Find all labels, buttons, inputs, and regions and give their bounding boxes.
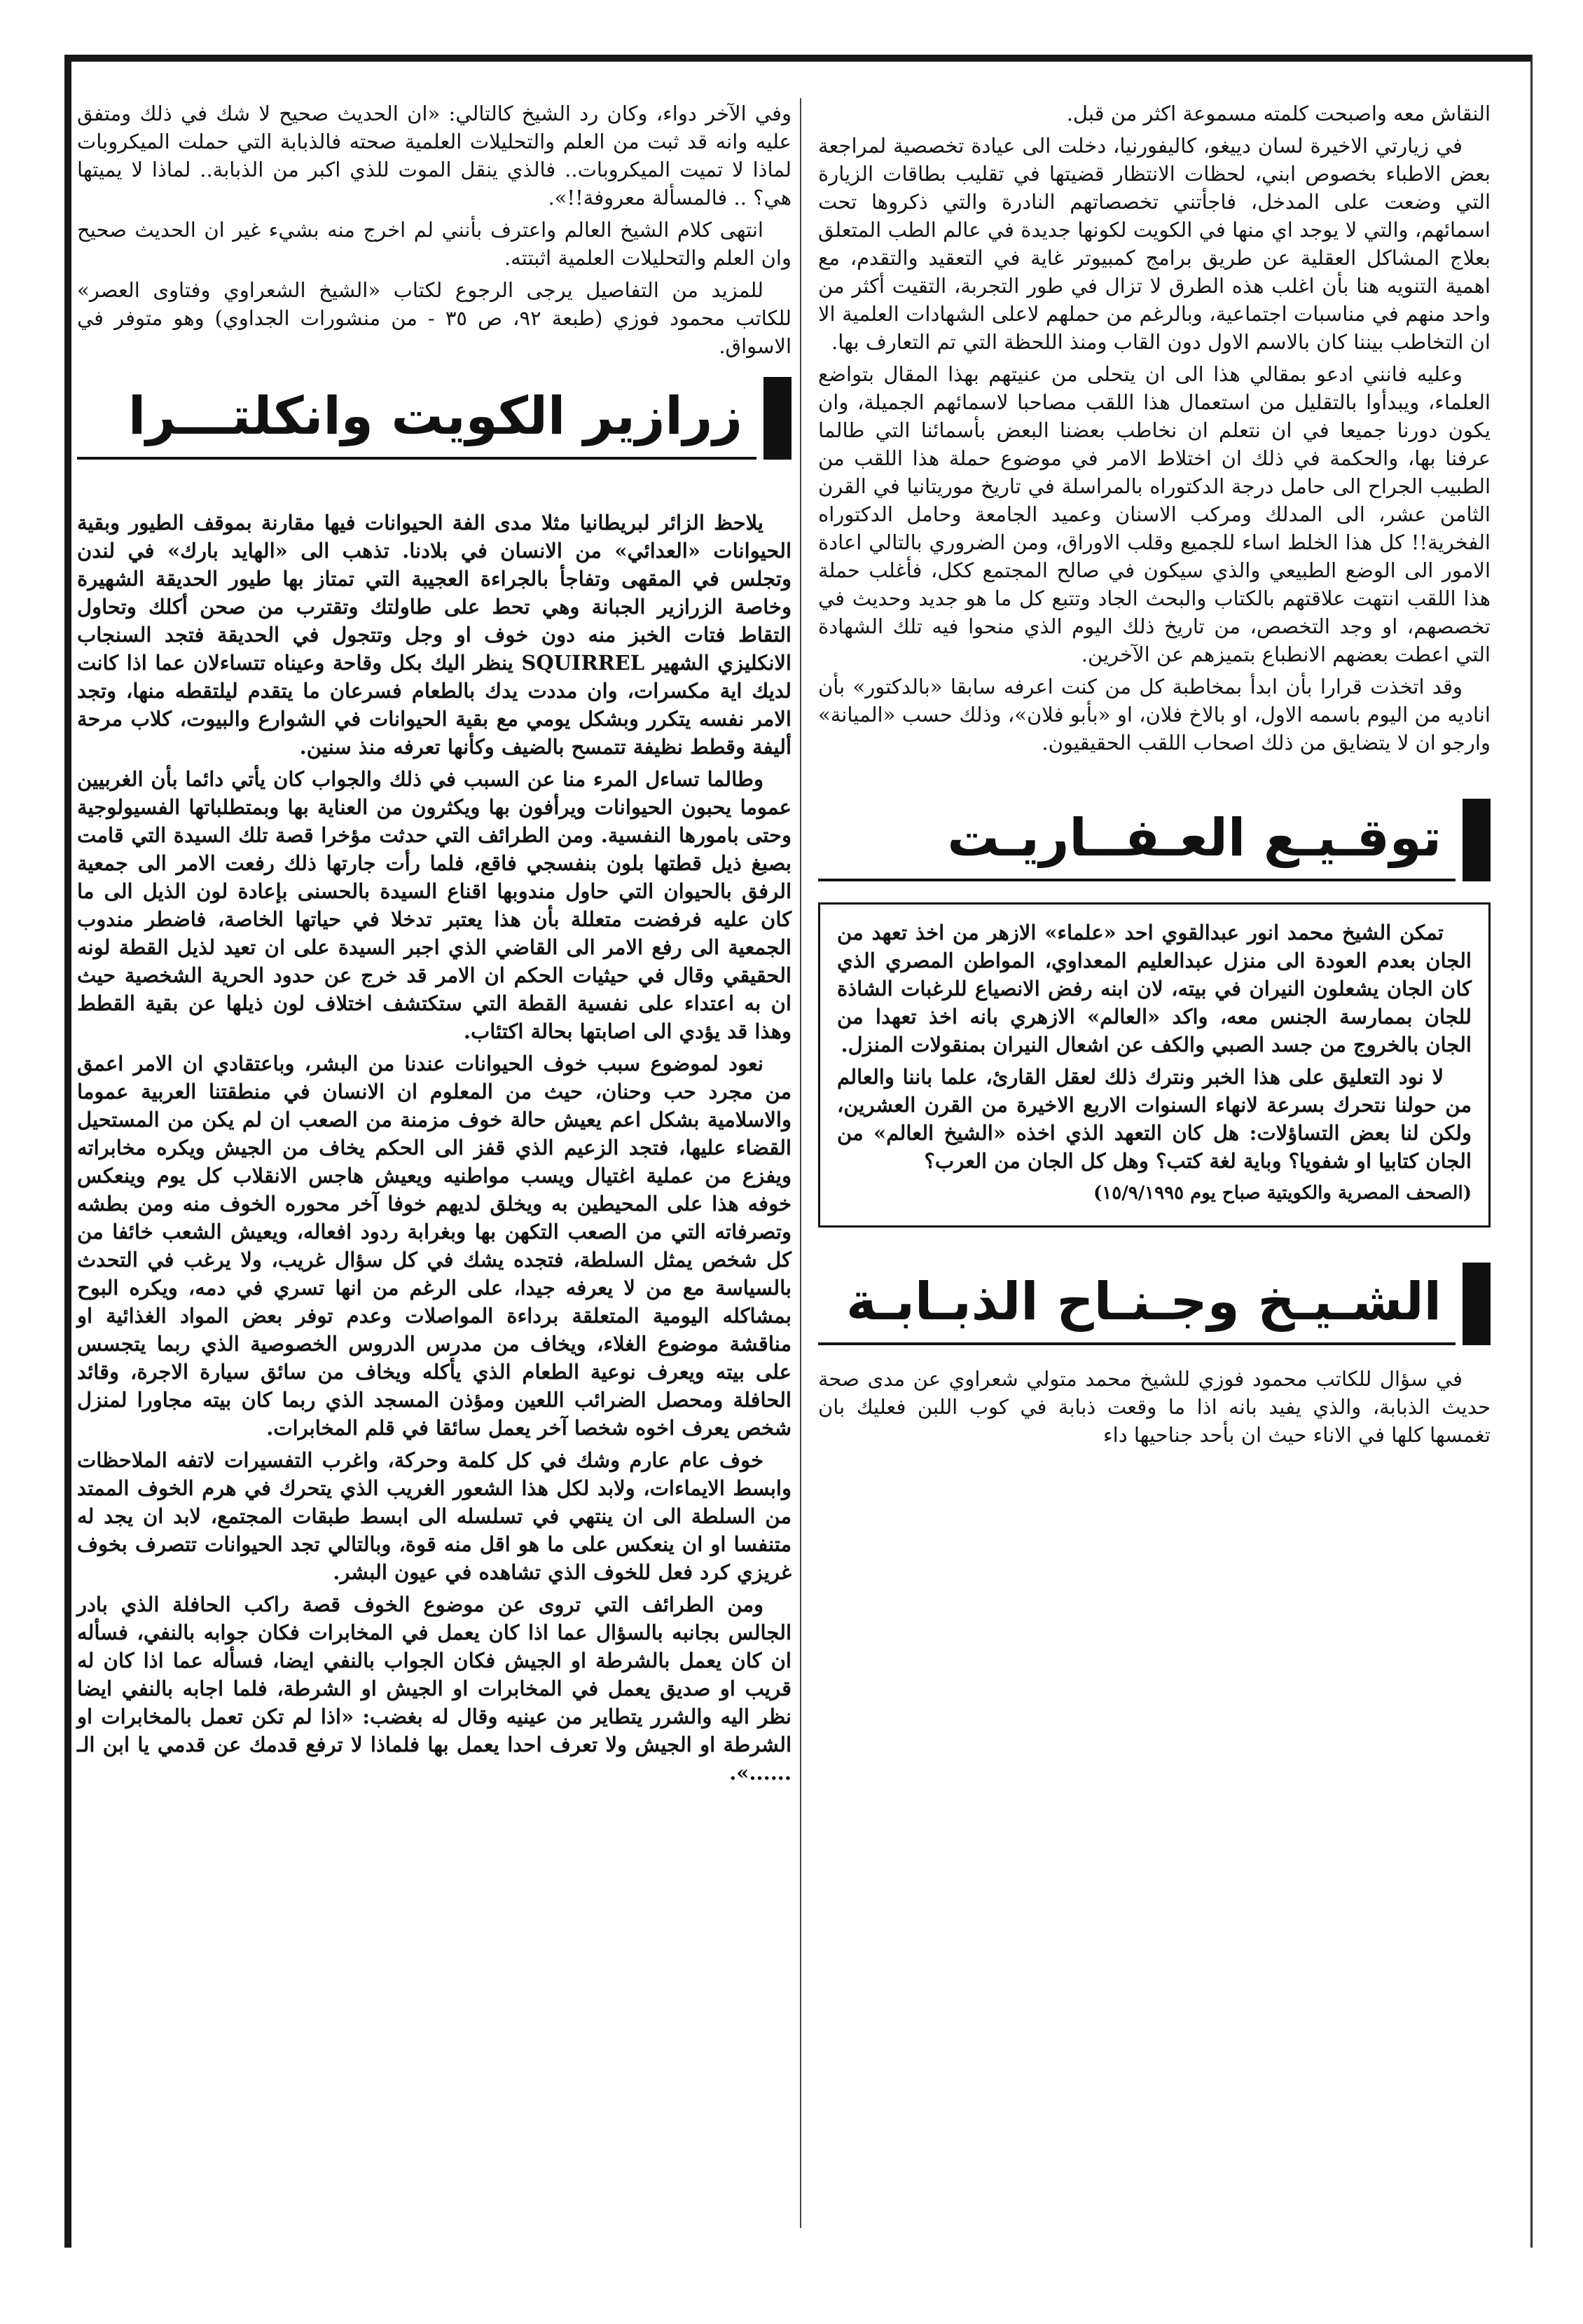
section-title: زرازير الكويت وانكلتـــرا (127, 386, 742, 446)
paragraph: تمكن الشيخ محمد انور عبدالقوي احد «علماء» الازهر من اخذ تعهد من الجان بعدم العودة الى منزل عبدالعليم المعداوي، المواطن المصري الذي كان الجان يشعلون النيران في بيته، لان ابنه رفض الانصياع للرغبات الشاذة للجان بممارسة الجنس معه، واكد «العالم» الازهري بانه اخذ تعهدا من الجان بالخروج من جسد الصبي والكف عن اشعال النيران بمنقولات المنزل. (837, 921, 1472, 1057)
paragraph: وقد اتخذت قرارا بأن ابدأ بمخاطبة كل من كنت اعرفه سابقا «بالدكتور» بأن اناديه من اليوم باسمه الاول، او بالاخ فلان، او «بأبو فلان»، وذلك حسب «الميانة» وارجو ان لا يتضايق من ذلك اصحاب اللقب الحقيقيون. (818, 675, 1491, 755)
section-text (77, 509, 791, 1787)
paragraph: للمزيد من التفاصيل يرجى الرجوع لكتاب «الشيخ الشعراوي وفتاوى العصر» للكاتب محمود فوزي (طبعة ٩٢، ص ٣٥ - من منشورات الجداوي) وهو متوفر في الاسواق. (77, 278, 791, 358)
paragraph: وفي الآخر دواء، وكان رد الشيخ كالتالي: «ان الحديث صحيح لا شك في ذلك ومتفق عليه وانه قد ثبت من العلم والتحليلات العلمية صحته فالذبابة التي حملت الميكروبات لماذا لا تميت الميكروبات.. فالذي ينقل الموت للذي اكبر من الذبابة.. لماذا لا يميتها هي؟ .. فالمسألة معروفة!!». (77, 102, 791, 209)
left-column (77, 99, 791, 1791)
section-title: الشـيـخ وجـنـاح الذبـابـة (845, 1272, 1442, 1332)
section-headline (818, 799, 1491, 881)
paragraph: وطالما تساءل المرء منا عن السبب في ذلك والجواب كان يأتي دائما بأن الغربيين عموما يحبون الحيوانات ويرأفون بها ويكثرون من العناية بها وبمتطلباتها الفسيولوجية وحتى بامورها النفسية. ومن الطرائف التي حدثت مؤخرا قصة تلك السيدة التي قامت بصبغ ذيل قطتها بلون بنفسجي فاقع، فلما رأت جارتها ذلك رفعت الامر الى جمعية الرفق بالحيوان التي حاول مندوبها اقناع السيدة بالحسنى بإعادة لون الذيل الى ما كان عليه فرفضت متعللة بأن هذا يعتبر تدخلا في حياتها الخاصة، فاضطر مندوب الجمعية الى رفع الامر الى القاضي الذي اجبر السيدة على ان تعيد لذيل القطة لونه الحقيقي وقال في حيثيات الحكم ان الامر قد خرج عن حدود الحرية الشخصية حيث ان به اعتداء على نفسية القطة التي ستكتشف اختلاف لون ذيلها عن بقية القطط وهذا قد يؤدي الى اصابتها بحالة اكتئاب. (77, 767, 791, 1043)
paragraph: وعليه فانني ادعو بمقالي هذا الى ان يتحلى من عنيتهم بهذا المقال بتواضع العلماء، ويبدأوا بالتقليل من استعمال هذا اللقب مصاحبا لاسمائهم الجميلة، وان يكون دورنا جميعا في ان نتعلم ان نخاطب بعضنا البعض بأسمائنا التي طالما عرفنا بها، والحكمة في ذلك ان اختلاط الامر في موضوع حملة هذا اللقب من الطبيب الجراح الى حامل درجة الدكتوراه بالمراسلة في تاريخ موريتانيا في القرن الثامن عشر، الى المدلك ومركب الاسنان وعميد الجامعة وحامل الدكتوراه الفخرية!! كل هذا الخلط اساء للجميع وقلب الاوراق، ومن الضروري بالتالي اعادة الامور الى الوضع الطبيعي والذي سيكون في صالح المجتمع ككل، فأغلب حملة هذا اللقب انتهت علاقتهم بالكتاب والبحث الجاد وتتبع كل ما هو جديد وحديث في تخصصهم، او وجد التخصص، من تاريخ ذلك اليوم الذي منحوا فيه تلك الشهادة التي اعطت بعضهم الانطباع بتميزهم عن الآخرين. (818, 362, 1491, 666)
paragraph: انتهى كلام الشيخ العالم واعترف بأنني لم اخرج منه بشيء غير ان الحديث صحيح وان العلم والتحليلات العلمية اثبتته. (77, 218, 791, 270)
right-column (818, 99, 1491, 1453)
headline-bar (763, 377, 791, 460)
section-headline (77, 377, 791, 460)
paragraph: ومن الطرائف التي تروى عن موضوع الخوف قصة راكب الحافلة الذي بادر الجالس بجانبه بالسؤال عما اذا كان يعمل في المخابرات فكان جوابه بالنفي، فسأله ان كان يعمل بالشرطة او الجيش فكان الجواب بالنفي ايضا، فسأله عما اذا كان له قريب او صديق يعمل في المخابرات او الجيش او الشرطة، فلما اجابه بالنفي ايضا نظر اليه والشرر يتطاير من عينيه وقال له بغضب: «اذا لم تكن تعمل بالمخابرات او الشرطة او الجيش ولا تعرف احدا يعمل بها فلماذا لا ترفع قدمك عن قدمي يا ابن الـ ......». (77, 1593, 791, 1785)
paragraph: خوف عام عارم وشك في كل كلمة وحركة، واغرب التفسيرات لاتفه الملاحظات وابسط الايماءات، ولابد لكل هذا الشعور الغريب الذي يتحرك في هرم الخوف الممتد من السلطة الى ان ينتهي في تسلسله الى ابسط طبقات المجتمع، لابد ان يجد له متنفسا او ان ينعكس على ما هو اقل منه قوة، وبالتالي تجد الحيوانات تتصرف بخوف غريزي كرد فعل للخوف الذي تشاهده في عيون البشر. (77, 1448, 791, 1584)
section-title: توقـيـع العـفــاريـت (947, 808, 1442, 868)
column-divider (800, 98, 801, 2228)
intro-text (77, 99, 791, 360)
intro-text (818, 99, 1491, 757)
headline-rule (818, 879, 1456, 881)
paragraph: يلاحظ الزائر لبريطانيا مثلا مدى الفة الحيوانات فيها مقارنة بموقف الطيور وبقية الحيوانات «العدائي» من الانسان في بلادنا. تذهب الى «الهايد بارك» في لندن وتجلس في المقهى وتفاجأ بالجراءة العجيبة التي تمتاز بها طيور الحديقة الشهيرة وخاصة الزرازير الجبانة وهي تحط على طاولتك وتقترب من صحن أكلك وتحاول التقاط فتات الخبز منه دون خوف او وجل وتتجول في الحديقة فتجد السنجاب الانكليزي الشهير SQUIRREL ينظر اليك بكل وقاحة وعيناه تتساءلان عما اذا كانت لديك اية مكسرات، وان مددت يدك بالطعام فسرعان ما يتقدم ليلتقطه منها، وتجد الامر نفسه يتكرر وبشكل يومي مع بقية الحيوانات في الشوارع والبيوت، كلاب مرحة أليفة وقطط نظيفة تتمسح بالضيف وكأنها تعرفه منذ سنين. (77, 511, 791, 759)
paragraph: لا نود التعليق على هذا الخبر ونترك ذلك لعقل القارئ، علما باننا والعالم من حولنا نتحرك بسرعة لانهاء السنوات الاربع الاخيرة من القرن العشرين، ولكن لنا بعض التساؤلات: هل كان التعهد الذي اخذه «الشيخ العالم» من الجان كتابيا او شفويا؟ وباية لغة كتب؟ وهل كل الجان من العرب؟ (837, 1065, 1472, 1173)
paragraph: في سؤال للكاتب محمود فوزي للشيخ محمد متولي شعراوي عن مدى صحة حديث الذبابة، والذي يفيد بانه اذا ما وقعت ذبابة في كوب اللبن فعليك بان تغمسها كلها في الاناء حيث ان بأحد جناحيها داء (818, 1367, 1491, 1447)
news-box (818, 902, 1491, 1228)
section-text (818, 1365, 1491, 1449)
headline-bar (1463, 1263, 1491, 1345)
section-headline (818, 1263, 1491, 1345)
source-note: (الصحف المصرية والكويتية صباح يوم ١٥/٩/١٩٩٥) (1093, 1183, 1472, 1204)
headline-rule (818, 1342, 1456, 1345)
headline-rule (77, 457, 756, 460)
paragraph: النقاش معه واصبحت كلمته مسموعة اكثر من قبل. (1066, 102, 1491, 125)
paragraph: في زيارتي الاخيرة لسان دييغو، كاليفورنيا، دخلت الى عيادة تخصصية لمراجعة بعض الاطباء بخصوص ابني، لحظات الانتظار قضيتها في تقليب بطاقات الزيارة التي وضعت على المدخل، فاجأتني تخصصاتهم النادرة والتي ذكروها تحت اسمائهم، والتي لا يوجد اي منها في الكويت لكونها جديدة في عالم الطب المتعلق بعلاج المشاكل العقلية عن طريق برامج كمبيوتر غاية في التعقيد والتقدم، مع اهمية التنويه هنا بأن اغلب هذه الطرق لا تزال في طور التجربة، التقيت أكثر من واحد منهم في مناسبات اجتماعية، وبالرغم من حملهم لاعلى الشهادات العلمية الا ان التخاطب بيننا كان بالاسم الاول دون القاب ومنذ اللحظة التي تم التعارف بها. (818, 134, 1491, 354)
paragraph: نعود لموضوع سبب خوف الحيوانات عندنا من البشر، وباعتقادي ان الامر اعمق من مجرد حب وحنان، حيث من المعلوم ان الانسان في منطقتنا العربية عموما والاسلامية بشكل اعم يعيش حالة خوف مزمنة من الصعب ان لم يكن من المستحيل القضاء عليها، فتجد الزعيم الذي قفز الى الحكم يخاف من الجيش ويكره مخابراته ويفزع من عملية اغتيال ويسب مواطنيه ويعيش هاجس الانقلاب كل يوم وينعكس خوفه هذا على المحيطين به ويخلق لديهم خوفا آخر محوره الخوف منه ومن بطشه وتصرفاته التي من الصعب التكهن بها وبغرابة ردود افعاله، ويعيش الشعب خائفا من كل شخص يمثل السلطة، فتجده يشك في كل سؤال غريب، ولا يرغب في التحدث بالسياسة مع من لا يعرفه جيدا، على الرغم من انها تسري في دمه، ويكره البوح بمشاكله اليومية المتعلقة برداءة المواصلات وعدم توفر بعض المواد الغذائية او مناقشة موضوع الغلاء، ويخاف من مدرس الدروس الخصوصية الذي ربما يتجسس على بيته ويعرف نوعية الطعام الذي يأكله ويخاف من سائق سيارة الاجرة، وقائد الحافلة ومحصل الضرائب اللعين ومؤذن المسجد الذي ربما كان بيته مجاورا لمنزل شخص يعرف اخوه شخصا آخر يعمل سائقا في قلم المخابرات. (77, 1052, 791, 1440)
headline-bar (1463, 799, 1491, 881)
